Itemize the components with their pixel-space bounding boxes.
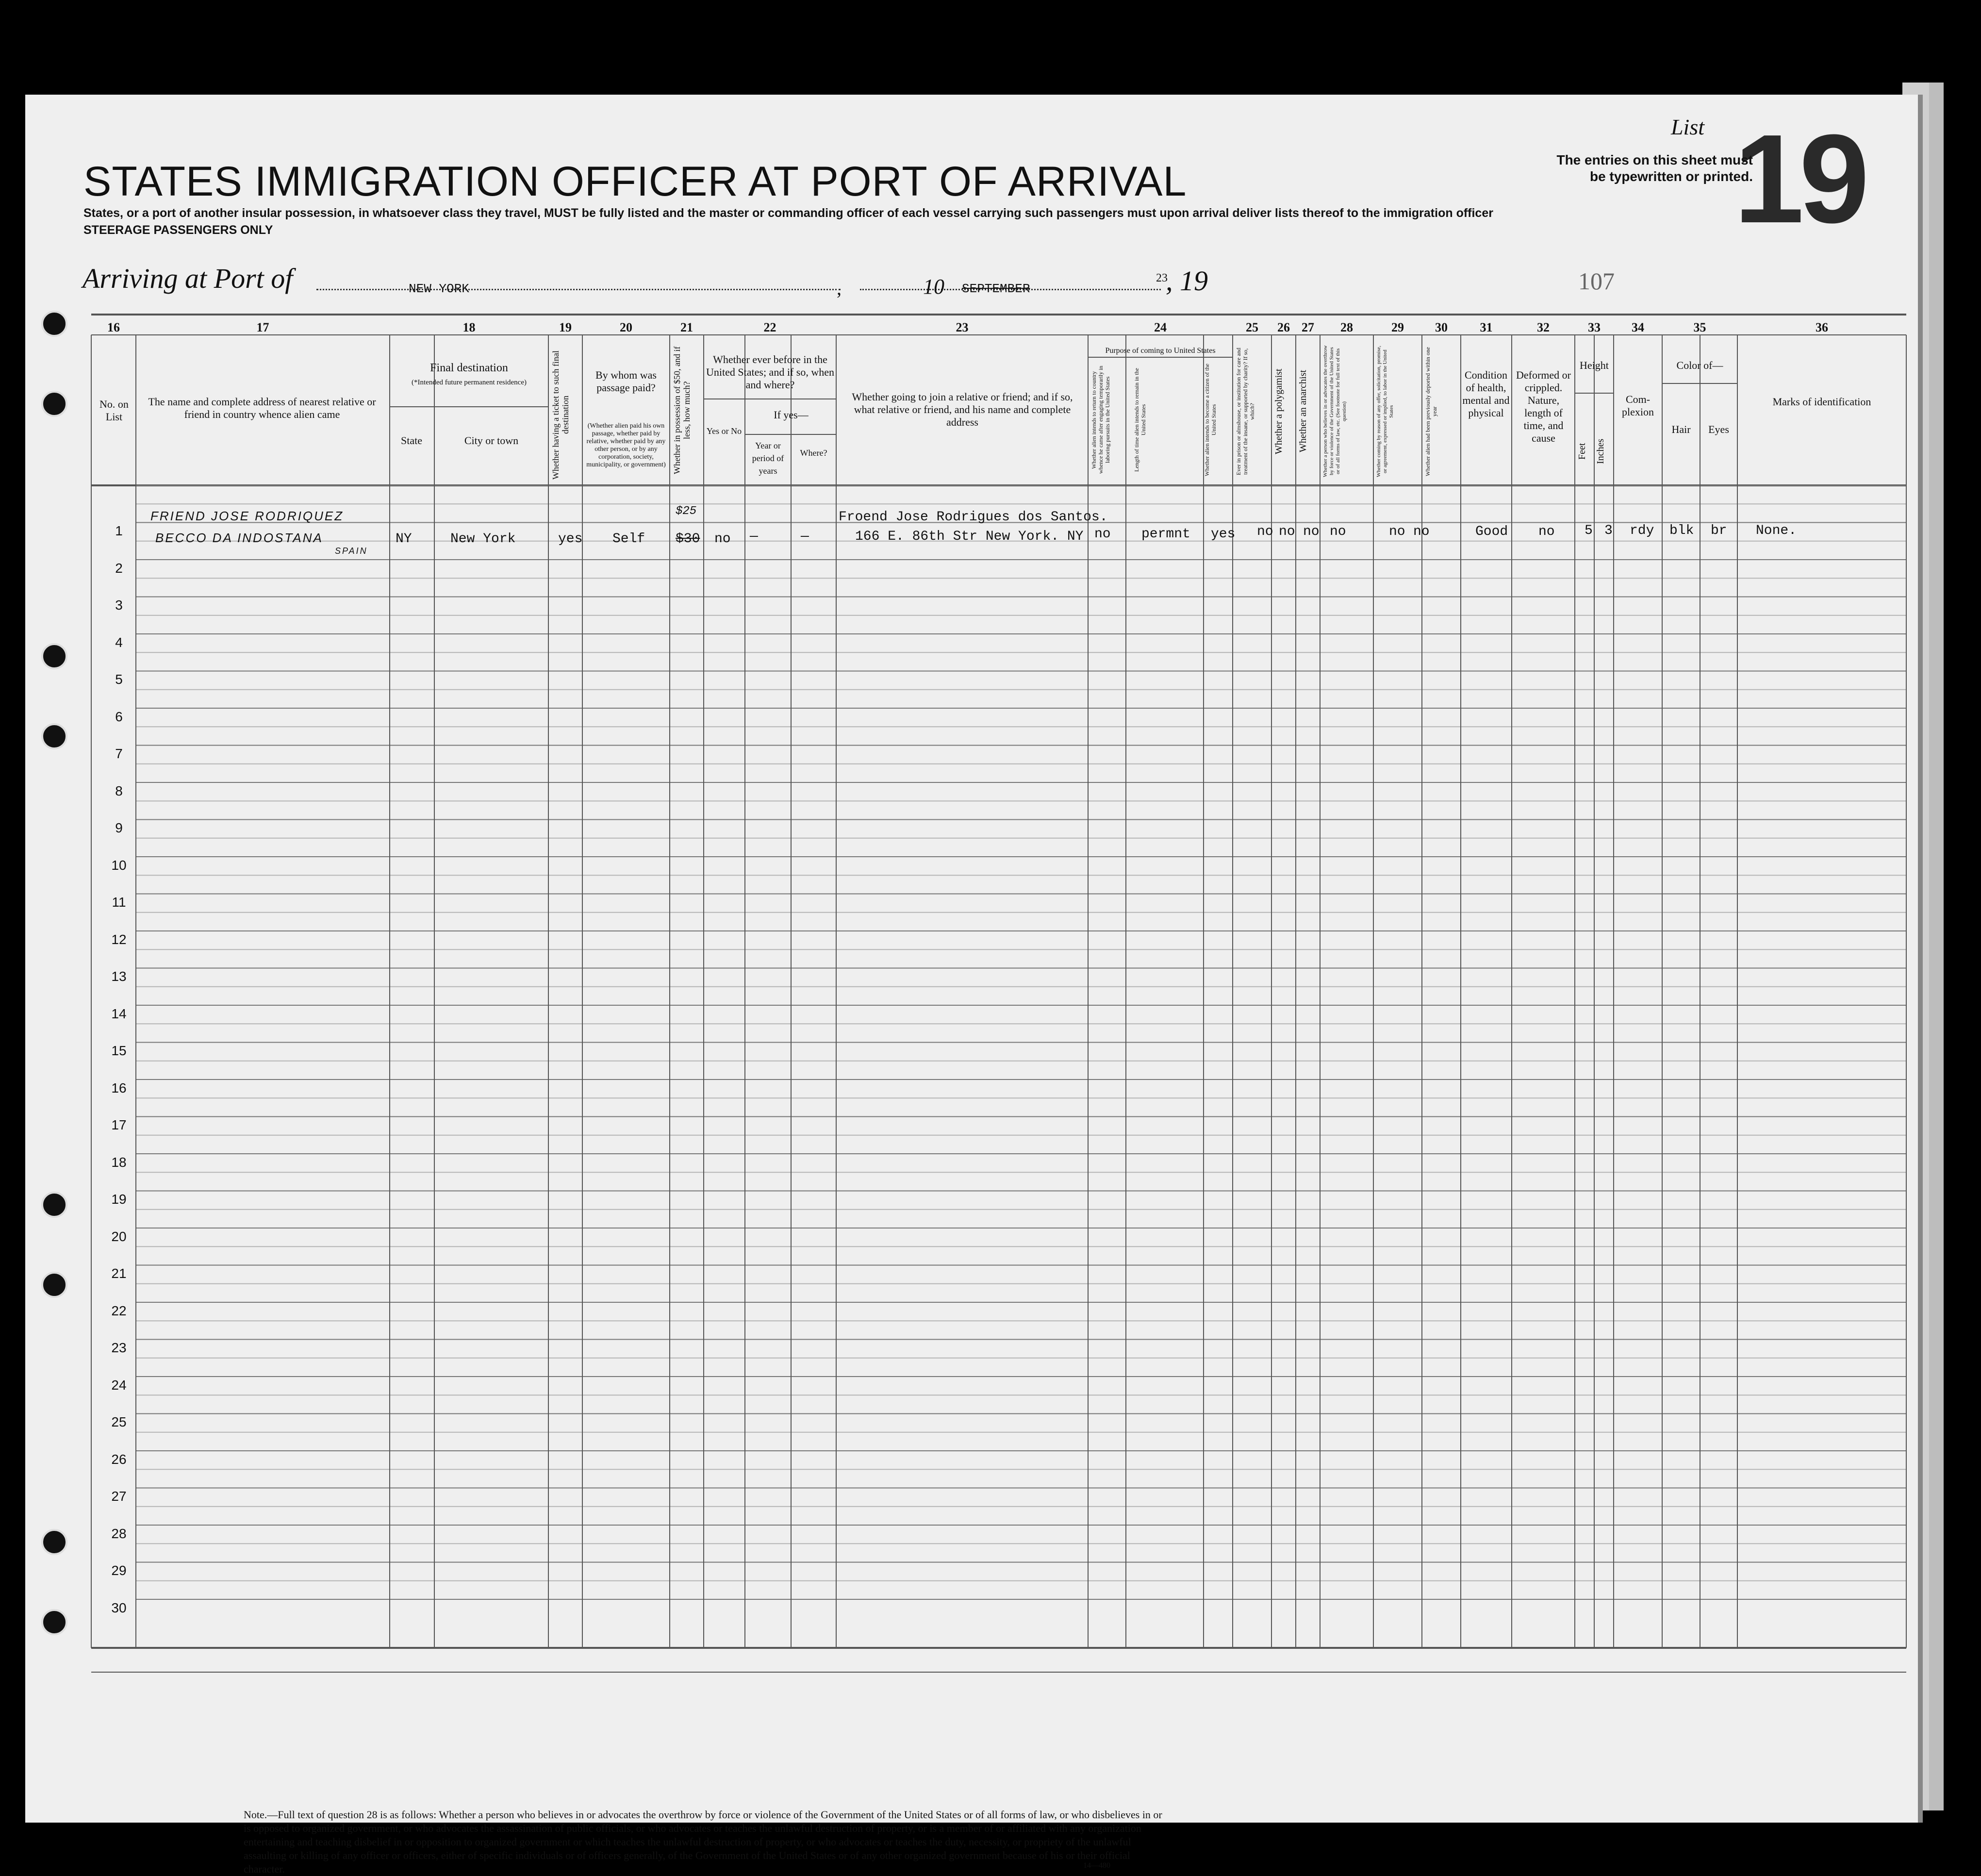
col-17-number: 17 [256, 320, 269, 334]
year-suffix: 23 [1156, 272, 1168, 284]
col-25-number: 25 [1246, 320, 1258, 334]
col-29-number: 29 [1391, 320, 1404, 334]
row-number: 2 [115, 560, 123, 576]
col-22-if-yes: If yes— [774, 409, 809, 421]
row-number: 23 [111, 1340, 127, 1355]
col-24-sub3: Whether alien intends to become a citizen of the United States [1204, 364, 1217, 476]
col-20-sublabel: (Whether alien paid his own passage, whether paid by relative, whether paid by any other person, or by any corporation, society, municipality, or government) [586, 422, 666, 468]
date-month: SEPTEMBER [962, 282, 1030, 296]
joining-line-1: Froend Jose Rodrigues dos Santos. [839, 510, 1108, 525]
col-27-label: Whether an anarchist [1298, 370, 1308, 453]
inches-value: 3 [1604, 523, 1613, 538]
row-number: 13 [111, 969, 127, 984]
col-27-number: 27 [1302, 320, 1314, 334]
col-36-number: 36 [1816, 320, 1828, 334]
row-number: 8 [115, 783, 123, 798]
col-18-city: City or town [464, 434, 519, 447]
row-number: 17 [111, 1117, 127, 1132]
complexion-value: rdy [1630, 523, 1654, 538]
deformed-value: no [1538, 524, 1555, 539]
col-24-sub2: Length of time alien intends to remain in the United States [1133, 368, 1147, 472]
col-35-hair: Hair [1671, 423, 1691, 435]
col-28-number: 28 [1340, 320, 1353, 334]
row-number: 18 [111, 1154, 127, 1170]
col-25-label: Ever in prison or almshouse, or institution for care and treatment of the insane, or supported by charity? If so, which? [1235, 348, 1255, 475]
col-31-number: 31 [1480, 320, 1493, 334]
col-33-number: 33 [1588, 320, 1601, 334]
col-20-number: 20 [620, 320, 632, 334]
years-value: — [750, 529, 758, 544]
before-in-us-value: no [714, 531, 731, 547]
col-22-number: 22 [763, 320, 776, 334]
col-35-eyes: Eyes [1708, 423, 1729, 435]
labor-offer-value: no [1389, 524, 1405, 539]
footnote: Note.—Full text of question 28 is as follows: Whether a person who believes in or advocates the overthrow by force or violence of the Government of the United States or of all forms of law, or who disbelieves in or is opposed to organized government, or who advocates the assassination of public officials, or who advocates or teaches the unlawful destruction of property, or is a member of or affiliated with any organization entertaining and teaching disbelief in or opposition to organized government or which teaches the unlawful destruction of property, or who advocates or teaches the duty, necessity, or propriety of the unlawful assaulting or killing of any officer or officers, either of specific individuals or of officers generally, of the Government of the United States or of any other organized government because of his or their official character. [244, 1809, 1162, 1875]
comma-1: , [837, 277, 842, 299]
row-number: 19 [111, 1192, 127, 1207]
ticket-value: yes [558, 531, 583, 547]
col-22-where: Where? [800, 448, 827, 458]
date-day: 10 [923, 275, 944, 299]
return-intent-value: no [1094, 527, 1111, 542]
year-prefix: , 19 [1166, 265, 1208, 297]
row-number: 10 [111, 857, 127, 873]
joining-line-2: 166 E. 86th Str New York. NY [855, 529, 1084, 544]
col-26-number: 26 [1277, 320, 1290, 334]
col-24-label: Purpose of coming to United States [1105, 347, 1216, 355]
col-16-label: No. on List [99, 398, 129, 423]
col-22-label: Whether ever before in the United States; and if so, when and where? [706, 353, 834, 391]
col-32-number: 32 [1537, 320, 1550, 334]
row-number: 7 [115, 746, 123, 761]
row-number: 9 [115, 820, 123, 835]
deported-value: no [1413, 524, 1430, 539]
dest-city: New York [450, 531, 516, 547]
form-number: 14—480 [1083, 1861, 1110, 1870]
col-23-label: Whether going to join a relative or friend; and if so, what relative or friend, and his name and complete address [852, 391, 1073, 428]
col-20-label: By whom was passage paid? [595, 369, 657, 394]
length-stay-value: permnt [1141, 527, 1190, 542]
row-number: 28 [111, 1526, 127, 1541]
row-number: 21 [111, 1266, 127, 1281]
marks-value: None. [1756, 523, 1797, 538]
col-21-number: 21 [680, 320, 693, 334]
col-31-label: Condition of health, mental and physical [1462, 369, 1510, 419]
col-30-number: 30 [1435, 320, 1448, 334]
col-35-label: Color of— [1676, 359, 1723, 371]
row-number: 30 [111, 1600, 127, 1615]
col-32-label: Deformed or crippled. Nature, length of time, and cause [1516, 369, 1571, 444]
col-33-inches: Inches [1595, 438, 1606, 465]
col-26-label: Whether a polygamist [1273, 368, 1284, 454]
row-number: 11 [112, 895, 126, 910]
row-number: 1 [115, 523, 123, 538]
row-number: 14 [111, 1006, 127, 1021]
row-number: 16 [111, 1080, 127, 1096]
row-number: 26 [111, 1451, 127, 1467]
col-18-number: 18 [462, 320, 476, 334]
col-19-number: 19 [559, 320, 572, 334]
row-number: 6 [115, 709, 123, 724]
where-value: — [801, 529, 809, 544]
col-18-state: State [401, 434, 422, 447]
col-22-yes-no: Yes or No [706, 426, 742, 436]
col-30-label: Whether alien had been previously deported within one year [1424, 347, 1438, 476]
overthrow-value: no [1330, 524, 1346, 539]
col-22-years: Year or period of years [752, 441, 784, 476]
col-29-label: Whether coming by reason of any offer, solicitation, promise, or agreement, expressed or implied, to labor in the United States [1376, 346, 1394, 477]
hair-value: blk [1669, 523, 1694, 538]
col-21-label: Whether in possession of $50, and if less, how much? [672, 346, 692, 474]
entries-note-1: The entries on this sheet must [1556, 152, 1753, 167]
subtitle-line-2: STEERAGE PASSENGERS ONLY [83, 223, 273, 237]
col-17-label: The name and complete address of nearest relative or friend in country whence alien came [148, 396, 376, 420]
col-23-number: 23 [956, 320, 969, 334]
col-34-number: 34 [1632, 320, 1644, 334]
row-number: 29 [111, 1563, 127, 1578]
col-18-label: Final destination [430, 362, 508, 374]
money-correction: $25 [676, 505, 697, 518]
stamp-number: 107 [1578, 267, 1615, 295]
prison-value: no [1257, 524, 1273, 539]
polygamist-value: no [1279, 524, 1295, 539]
col-36-label: Marks of identification [1772, 396, 1871, 408]
row-number: 20 [111, 1229, 127, 1244]
page-title: STATES IMMIGRATION OFFICER AT PORT OF ARRIVAL [83, 158, 1187, 205]
subtitle-line-1: States, or a port of another insular possession, in whatsoever class they travel, MUST be fully listed and the master or commanding officer of each vessel carrying such passengers must upon arrival deliver lists thereof to the immigration officer [83, 206, 1493, 220]
col-34-label: Com- plexion [1622, 393, 1654, 418]
money-value: $30 [676, 531, 700, 547]
col-24-sub1: Whether alien intends to return to country whence he came after engaging temporarily in laboring pursuits in the United States [1090, 365, 1111, 474]
col-24-number: 24 [1154, 320, 1167, 334]
health-value: Good [1475, 524, 1508, 539]
citizen-value: yes [1211, 527, 1236, 542]
row-number: 15 [111, 1043, 127, 1058]
col-35-number: 35 [1693, 320, 1706, 334]
row-number: 24 [111, 1377, 127, 1393]
col-19-label: Whether having a ticket to such final destination [551, 350, 570, 480]
relative-line-1: FRIEND JOSE RODRIQUEZ [150, 509, 344, 523]
eyes-value: br [1711, 523, 1727, 538]
anarchist-value: no [1303, 524, 1320, 539]
relative-line-2: BECCO DA INDOSTANA [155, 531, 323, 545]
relative-line-3: SPAIN [335, 546, 368, 556]
port-value: NEW YORK [409, 282, 469, 296]
feet-value: 5 [1585, 523, 1593, 538]
row-number: 27 [111, 1489, 127, 1504]
row-number: 4 [115, 634, 123, 650]
row-number: 25 [111, 1414, 127, 1429]
row-number: 3 [115, 598, 123, 613]
arriving-label: Arriving at Port of [83, 263, 293, 294]
row-number: 22 [111, 1303, 127, 1318]
col-33-label: Height [1580, 359, 1609, 371]
row-number: 5 [115, 672, 123, 687]
list-number: 19 [1733, 109, 1865, 249]
col-16-number: 16 [107, 320, 120, 334]
entries-note-2: be typewritten or printed. [1589, 169, 1753, 184]
col-33-feet: Feet [1577, 443, 1587, 460]
dest-state: NY [396, 531, 412, 547]
list-label: List [1670, 115, 1704, 139]
row-number: 12 [111, 931, 127, 947]
paid-by-value: Self [612, 531, 645, 547]
col-18-sublabel: (*Intended future permanent residence) [412, 379, 527, 386]
col-28-label: Whether a person who believes in or advocates the overthrow by force or violence of the Government of the United States or of all forms of law, etc. (See footnote for full text of this question) [1322, 345, 1347, 478]
